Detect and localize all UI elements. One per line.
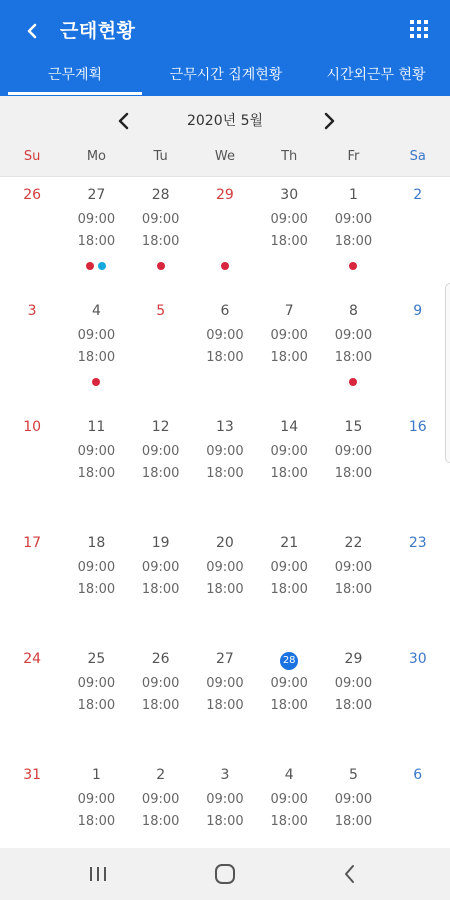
tab-bar [0,60,450,96]
shift-start-time: 09:00 [334,212,373,227]
calendar-grid [0,177,450,848]
day-number: 7 [284,303,294,319]
recent-apps-icon [83,860,113,888]
calendar-week-row [0,177,450,293]
back-button[interactable] [18,16,48,46]
calendar-day-cell[interactable] [64,293,128,409]
day-number: 29 [344,651,363,667]
day-number: 1 [349,187,358,203]
shift-end-time: 18:00 [334,814,373,829]
event-indicators [321,378,385,388]
shift-end-time: 18:00 [270,582,308,597]
calendar-day-cell[interactable] [0,525,64,641]
shift-start-time: 09:00 [206,444,244,459]
day-number: 26 [151,651,170,667]
event-dot [349,262,357,270]
chevron-left-icon [18,16,48,46]
day-number: 26 [23,187,42,203]
shift-end-time: 18:00 [206,466,244,481]
day-number: 27 [216,651,234,667]
shift-start-time: 09:00 [77,328,116,343]
calendar-day-cell[interactable] [64,409,128,525]
shift-end-time: 18:00 [77,698,116,713]
calendar-day-cell[interactable] [0,641,64,757]
day-number: 10 [23,419,42,435]
calendar-week-row [0,525,450,641]
day-number: 3 [27,303,37,319]
calendar-day-cell[interactable] [386,293,450,409]
shift-end-time: 18:00 [77,582,116,597]
day-number: 27 [87,187,106,203]
day-number: 16 [408,419,427,435]
calendar-day-cell[interactable] [129,293,193,409]
event-indicators [129,262,193,272]
calendar-day-cell[interactable] [193,177,257,293]
calendar-day-cell[interactable] [321,293,385,409]
day-number: 19 [151,535,170,551]
shift-start-time: 09:00 [206,560,244,575]
shift-start-time: 09:00 [270,560,308,575]
chevron-left-icon [111,108,137,134]
shift-end-time: 18:00 [77,234,116,249]
shift-start-time: 09:00 [141,444,180,459]
event-indicators [321,262,385,272]
day-number: 11 [87,419,106,435]
prev-month-button[interactable] [111,108,137,134]
event-indicators [193,262,257,272]
day-number: 28 [280,652,298,670]
day-number: 1 [91,767,101,783]
calendar-week-row [0,293,450,409]
calendar-day-cell[interactable] [193,641,257,757]
event-dot [157,262,165,270]
weekday-label: Tu [153,149,168,164]
shift-end-time: 18:00 [334,350,373,365]
day-number: 21 [280,535,299,551]
recent-apps-button[interactable] [83,860,113,888]
calendar-day-cell[interactable] [321,409,385,525]
calendar-day-cell[interactable] [193,525,257,641]
day-number: 12 [151,419,170,435]
shift-start-time: 09:00 [141,676,180,691]
calendar-day-cell[interactable] [193,293,257,409]
home-icon [210,860,240,888]
day-number: 4 [284,767,294,783]
calendar-day-cell[interactable] [64,525,128,641]
day-number: 22 [344,535,363,551]
shift-start-time: 09:00 [270,676,308,691]
shift-start-time: 09:00 [334,560,373,575]
shift-end-time: 18:00 [141,234,180,249]
menu-grid-button[interactable] [408,18,430,40]
calendar-day-cell[interactable] [64,177,128,293]
calendar-day-cell[interactable] [257,525,321,641]
shift-end-time: 18:00 [77,350,116,365]
system-back-button[interactable] [335,860,365,888]
calendar-day-cell[interactable] [386,641,450,757]
calendar-day-cell[interactable] [0,293,64,409]
calendar-day-cell[interactable] [129,177,193,293]
shift-start-time: 09:00 [270,444,308,459]
shift-start-time: 09:00 [206,792,244,807]
event-dot [349,378,357,386]
day-number: 6 [413,767,423,783]
shift-end-time: 18:00 [206,814,244,829]
weekday-label: We [214,149,235,164]
shift-end-time: 18:00 [270,466,308,481]
shift-start-time: 09:00 [206,676,244,691]
weekday-label: Fr [347,149,360,164]
calendar-day-cell[interactable] [321,525,385,641]
calendar-day-cell[interactable] [257,293,321,409]
calendar-day-cell[interactable] [0,409,64,525]
shift-end-time: 18:00 [270,234,308,249]
shift-start-time: 09:00 [141,560,180,575]
shift-start-time: 09:00 [77,444,116,459]
shift-start-time: 09:00 [77,212,116,227]
shift-start-time: 09:00 [141,212,180,227]
shift-start-time: 09:00 [77,676,116,691]
weekday-label: Mo [86,149,106,164]
shift-end-time: 18:00 [206,582,244,597]
system-nav-bar [0,848,450,900]
day-number: 15 [344,419,363,435]
shift-end-time: 18:00 [334,698,373,713]
weekday-label: Th [281,149,298,164]
shift-start-time: 09:00 [77,792,116,807]
tab-work-plan[interactable]: 근무계획 [0,60,150,96]
day-number: 6 [220,303,230,319]
day-number: 3 [220,767,230,783]
shift-end-time: 18:00 [270,698,308,713]
shift-start-time: 09:00 [77,560,116,575]
event-indicators [64,262,128,272]
event-dot [221,262,229,270]
calendar-day-cell[interactable] [257,177,321,293]
shift-end-time: 18:00 [334,466,373,481]
shift-end-time: 18:00 [334,234,373,249]
calendar-day-cell[interactable] [386,409,450,525]
shift-end-time: 18:00 [334,582,373,597]
day-number: 20 [216,535,234,551]
day-number: 28 [151,187,170,203]
weekday-header [0,144,450,170]
calendar-day-cell[interactable] [321,177,385,293]
calendar-day-cell[interactable] [129,525,193,641]
day-number: 4 [91,303,101,319]
shift-end-time: 18:00 [141,582,180,597]
shift-end-time: 18:00 [270,350,308,365]
day-number: 30 [408,651,427,667]
day-number: 5 [156,303,166,319]
event-dot [92,378,100,386]
day-number: 25 [87,651,106,667]
calendar-day-cell[interactable] [386,525,450,641]
shift-end-time: 18:00 [141,466,180,481]
calendar-day-cell[interactable] [0,177,64,293]
shift-end-time: 18:00 [270,814,308,829]
shift-end-time: 18:00 [77,814,116,829]
shift-start-time: 09:00 [270,212,308,227]
shift-start-time: 09:00 [141,792,180,807]
chevron-right-icon [316,108,342,134]
day-number: 14 [280,419,299,435]
event-indicators [64,378,128,388]
shift-start-time: 09:00 [270,792,308,807]
calendar-day-cell[interactable] [257,641,321,757]
shift-start-time: 09:00 [206,328,244,343]
next-month-button[interactable] [316,108,342,134]
weekday-label: Sa [409,149,426,164]
month-header [0,96,450,176]
weekday-label: Su [23,149,41,164]
page-title: 근태현황 [60,20,136,42]
shift-end-time: 18:00 [206,698,244,713]
day-number: 30 [280,187,299,203]
calendar-day-cell[interactable] [64,641,128,757]
shift-end-time: 18:00 [141,814,180,829]
day-number: 5 [349,767,358,783]
day-number: 24 [23,651,42,667]
shift-start-time: 09:00 [334,444,373,459]
calendar-week-row [0,641,450,757]
month-label: 2020년 5월 [186,113,264,129]
calendar-day-cell[interactable] [321,641,385,757]
day-number: 18 [87,535,106,551]
calendar-day-cell[interactable] [129,409,193,525]
day-number: 8 [349,303,358,319]
calendar-day-cell[interactable] [129,641,193,757]
day-number: 13 [216,419,234,435]
day-number: 23 [408,535,427,551]
shift-start-time: 09:00 [334,792,373,807]
shift-start-time: 09:00 [334,676,373,691]
scroll-handle[interactable] [445,283,450,463]
calendar-day-cell[interactable] [257,409,321,525]
day-number: 2 [156,767,166,783]
calendar-week-row [0,409,450,525]
shift-end-time: 18:00 [206,350,244,365]
day-number: 31 [23,767,42,783]
today-date-marker [257,649,321,670]
app-bar [0,0,450,96]
shift-start-time: 09:00 [270,328,308,343]
calendar-day-cell[interactable] [386,177,450,293]
event-dot [98,262,106,270]
calendar-day-cell[interactable] [193,409,257,525]
day-number: 17 [23,535,42,551]
day-number: 9 [413,303,423,319]
day-number: 2 [413,187,423,203]
shift-end-time: 18:00 [77,466,116,481]
day-number: 29 [216,187,234,203]
tab-work-hours-summary[interactable]: 근무시간 집계현황 [169,67,283,83]
event-dot [86,262,94,270]
shift-end-time: 18:00 [141,698,180,713]
home-button[interactable] [210,860,240,888]
back-icon [335,860,365,888]
shift-start-time: 09:00 [334,328,373,343]
tab-overtime-status[interactable]: 시간외근무 현황 [326,67,426,83]
